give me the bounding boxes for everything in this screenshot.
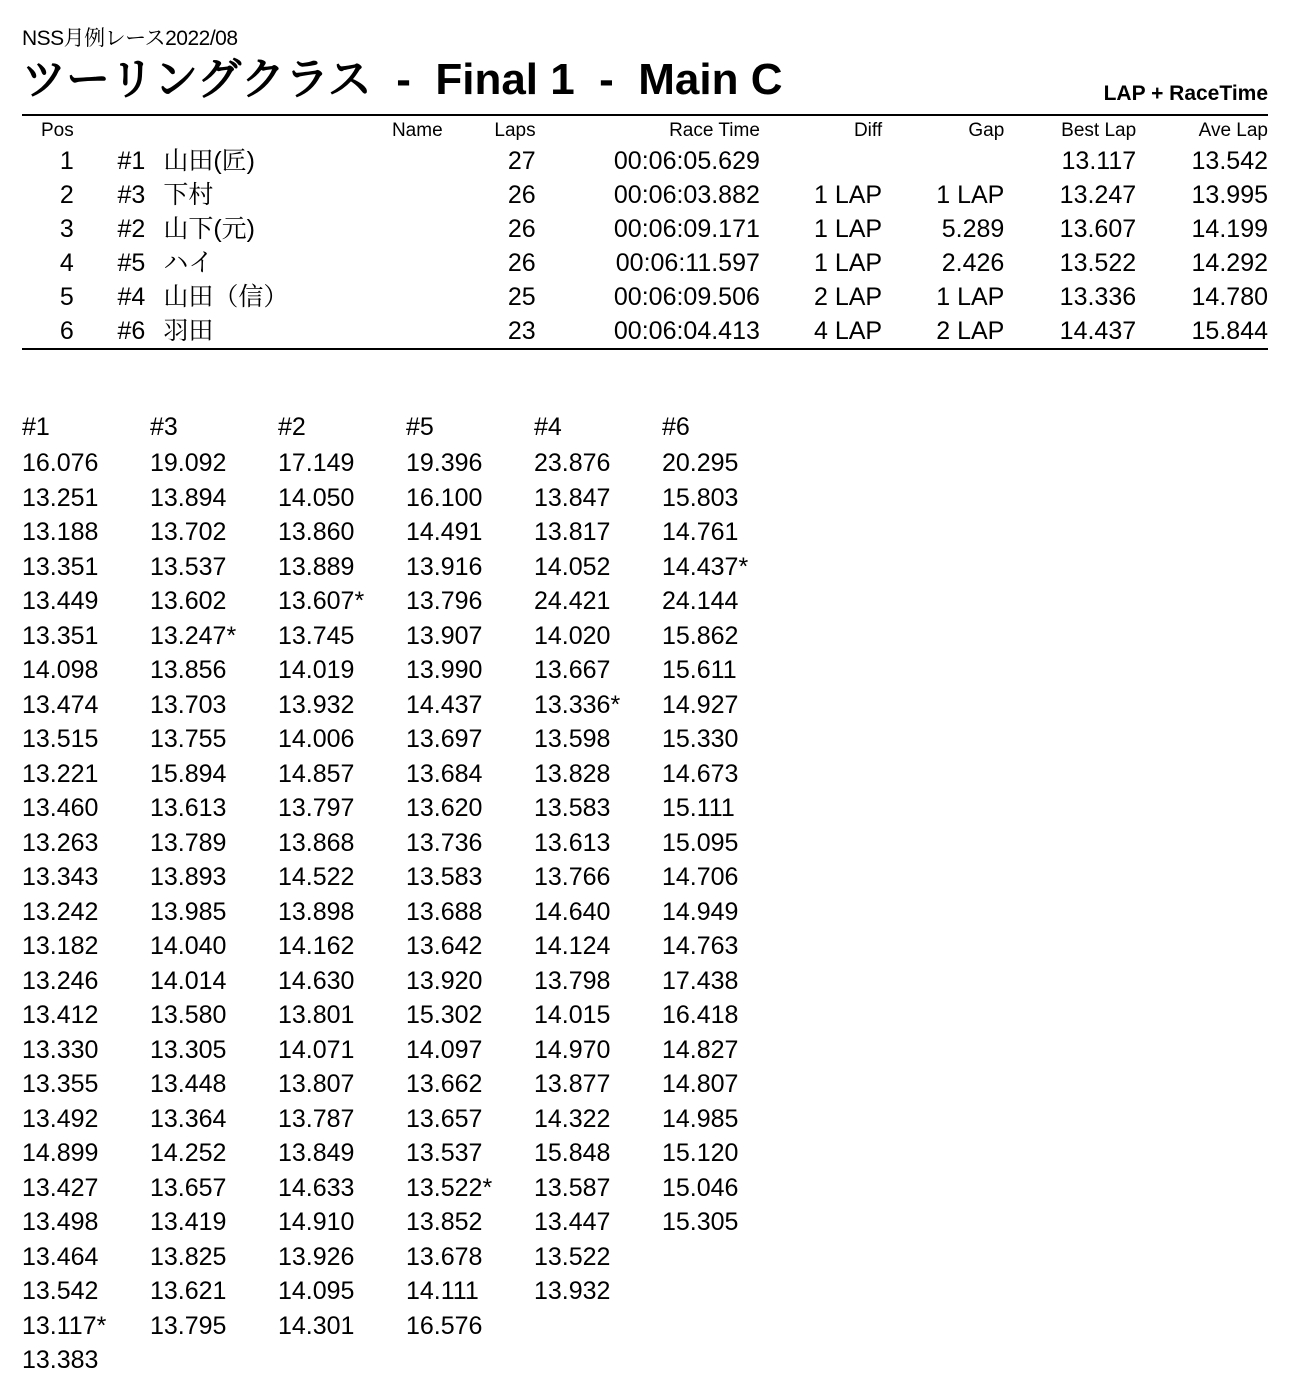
cell-pos: 2 [59,181,74,209]
lap-time: 14.097 [406,1035,483,1064]
lap-column [150,408,278,1378]
column-header-avelap: Ave Lap [1198,120,1268,141]
lap-time: 14.633 [278,1173,355,1202]
cell-pos: 1 [59,147,74,175]
lap-time: 14.522 [278,863,355,891]
cell-racetime: 00:06:09.171 [613,215,760,243]
lap-time: 15.120 [662,1139,739,1167]
lap-time: 14.098 [22,656,99,684]
lap-time: 13.860 [278,518,355,546]
lap-time: 14.071 [278,1035,355,1064]
lap-time: 15.803 [662,483,739,512]
lap-time: 13.464 [22,1242,99,1271]
table-row [22,246,1268,280]
lap-time: 13.825 [150,1242,227,1271]
lap-time: 15.111 [662,794,735,822]
lap-time: 15.095 [662,828,739,857]
lap-time: 13.343 [22,863,99,891]
column-header-car [74,116,164,144]
event-name: NSS月例レース2022/08 [22,27,238,50]
lap-time: 13.766 [534,863,611,891]
cell-name: 山田(匠) [163,147,255,175]
lap-time: 13.702 [150,518,227,546]
lap-time: 13.620 [406,794,483,822]
cell-avelap: 13.542 [1191,147,1268,175]
lap-time: 15.305 [662,1208,739,1236]
lap-time: 13.745 [278,621,355,650]
lap-time: 23.876 [534,449,611,477]
lap-time: 13.330 [22,1035,99,1064]
table-row [22,314,1268,348]
lap-time: 13.877 [534,1070,611,1098]
lap-time: 13.263 [22,828,99,857]
lap-time: 13.889 [278,552,355,581]
lap-time: 17.149 [278,449,355,477]
cell-car: #6 [117,317,146,345]
lap-time: 13.492 [22,1104,99,1133]
lap-time: 14.437 [406,690,483,719]
lap-time: 13.898 [278,897,355,926]
lap-time: 17.438 [662,966,739,995]
lap-time: 15.894 [150,759,227,788]
cell-pos: 4 [59,249,74,277]
table-row [22,280,1268,314]
lap-time: 13.926 [278,1242,355,1271]
lap-time: 14.673 [662,759,739,788]
results-body [22,144,1268,348]
cell-car: #3 [117,181,146,209]
lap-time: 13.580 [150,1001,227,1029]
lap-time: 14.252 [150,1139,227,1167]
lap-time: 13.807 [278,1070,355,1098]
lap-time: 13.798 [534,966,611,995]
lap-time: 15.046 [662,1173,739,1202]
cell-name: 羽田 [163,317,214,345]
lap-time: 14.162 [278,932,355,960]
lap-time: 13.613 [534,828,611,857]
lap-time: 13.537 [406,1139,483,1167]
lap-time: 13.621 [150,1277,227,1305]
lap-time: 14.014 [150,966,227,995]
cell-laps: 23 [507,317,536,345]
lap-time: 13.188 [22,518,99,546]
lap-time: 13.449 [22,587,99,615]
lap-time: 15.848 [534,1139,611,1167]
lap-time: 13.221 [22,759,99,788]
lap-time: 13.795 [150,1311,227,1340]
lap-time: 13.427 [22,1173,99,1202]
lap-column-header: #4 [534,413,562,441]
lap-time: 20.295 [662,449,739,477]
lap-time: 14.491 [406,518,483,546]
lap-time: 14.706 [662,863,739,891]
lap-time: 13.251 [22,483,99,512]
lap-time: 14.970 [534,1035,611,1064]
cell-bestlap: 13.117 [1061,147,1137,175]
lap-time: 13.583 [534,794,611,822]
lap-time: 13.336* [534,690,621,719]
cell-gap: 2.426 [941,249,1005,277]
lap-time: 14.111 [406,1277,479,1305]
cell-bestlap: 14.437 [1059,317,1137,345]
lap-time: 13.801 [278,1001,355,1029]
lap-time: 13.703 [150,690,227,719]
lap-time: 13.602 [150,587,227,615]
lap-time: 14.640 [534,897,611,926]
lap-time: 14.124 [534,932,611,960]
cell-laps: 26 [507,249,536,277]
cell-name: 下村 [163,181,214,209]
lap-time: 13.583 [406,863,483,891]
lap-time: 13.498 [22,1208,99,1236]
lap-time: 14.927 [662,690,739,719]
cell-car: #4 [117,283,146,311]
lap-time: 19.092 [150,449,227,477]
lap-time: 14.630 [278,966,355,995]
lap-time: 15.611 [662,656,737,684]
lap-time: 13.117* [22,1311,107,1340]
lap-time: 14.761 [662,518,739,546]
cell-name: 山田（信） [163,283,289,311]
cell-pos: 6 [59,317,74,345]
cell-avelap: 13.995 [1191,181,1268,209]
lap-time: 14.095 [278,1277,355,1305]
cell-name: ハイ [163,249,214,277]
lap-time: 13.542 [22,1277,99,1305]
lap-time: 13.460 [22,794,99,822]
lap-time: 13.787 [278,1104,355,1133]
lap-time: 16.576 [406,1311,483,1340]
lap-column-header: #5 [406,413,434,441]
lap-time: 13.351 [22,552,99,581]
cell-pos: 5 [59,283,74,311]
lap-time: 13.412 [22,1001,99,1029]
lap-time: 14.050 [278,483,355,512]
lap-time: 14.006 [278,725,355,753]
lap-time: 13.907 [406,621,483,650]
lap-time: 14.301 [278,1311,355,1340]
column-header-laps: Laps [494,120,536,141]
lap-time: 13.242 [22,897,99,926]
lap-time: 15.862 [662,621,739,650]
table-row [22,212,1268,246]
lap-time: 13.247* [150,621,237,650]
cell-car: #5 [117,249,146,277]
column-header-bestlap: Best Lap [1061,120,1137,141]
lap-column [406,408,534,1378]
cell-diff: 1 LAP [814,249,883,277]
lap-time: 13.305 [150,1035,227,1064]
lap-time: 14.322 [534,1104,611,1133]
lap-time: 13.448 [150,1070,227,1098]
lap-time: 13.736 [406,828,483,857]
lap-time: 13.990 [406,656,483,684]
lap-time: 13.515 [22,725,99,753]
lap-time: 13.657 [406,1104,483,1133]
lap-times-grid [22,408,1268,1378]
cell-car: #1 [117,147,146,175]
lap-time: 14.827 [662,1035,739,1064]
cell-racetime: 00:06:03.882 [613,181,760,209]
cell-diff [760,144,882,178]
cell-avelap: 15.844 [1191,317,1268,345]
lap-time: 13.856 [150,656,227,684]
lap-time: 13.932 [278,690,355,719]
lap-time: 13.447 [534,1208,611,1236]
cell-gap: 2 LAP [936,317,1005,345]
lap-time: 24.144 [662,587,739,615]
column-header-name: Name [391,120,443,141]
lap-time: 14.437* [662,552,749,581]
lap-time: 14.040 [150,932,227,960]
table-row [22,178,1268,212]
lap-column-header: #6 [662,413,690,441]
lap-time: 14.015 [534,1001,611,1029]
lap-column [22,408,150,1378]
cell-racetime: 00:06:09.506 [613,283,760,311]
cell-racetime: 00:06:05.629 [613,147,760,175]
cell-laps: 26 [507,215,536,243]
cell-diff: 4 LAP [814,317,883,345]
cell-gap: 1 LAP [936,283,1005,311]
cell-gap [882,144,1004,178]
lap-time: 13.916 [406,552,483,581]
lap-time: 24.421 [534,587,611,615]
lap-time: 13.755 [150,725,227,753]
lap-time: 13.796 [406,587,483,615]
column-header-gap: Gap [968,120,1005,141]
lap-time: 13.817 [534,518,611,546]
lap-time: 13.920 [406,966,483,995]
cell-avelap: 14.199 [1191,215,1268,243]
cell-laps: 25 [507,283,536,311]
cell-car: #2 [117,215,146,243]
lap-time: 13.642 [406,932,483,960]
lap-time: 13.607* [278,587,365,615]
column-header-pos: Pos [41,120,74,141]
lap-column-header: #1 [22,413,50,441]
cell-gap: 1 LAP [936,181,1005,209]
lap-time: 14.899 [22,1139,99,1167]
lap-time: 13.684 [406,759,483,788]
report-mode-label: LAP + RaceTime [1103,82,1268,105]
lap-time: 13.182 [22,932,99,960]
lap-time: 16.100 [406,483,483,512]
lap-column-header: #2 [278,413,306,441]
lap-time: 13.598 [534,725,611,753]
lap-time: 13.868 [278,828,355,857]
cell-diff: 1 LAP [814,181,883,209]
lap-time: 14.763 [662,932,739,960]
lap-column [278,408,406,1378]
lap-time: 14.020 [534,621,611,650]
lap-time: 19.396 [406,449,483,477]
cell-bestlap: 13.336 [1059,283,1137,311]
cell-diff: 2 LAP [814,283,883,311]
lap-time: 13.613 [150,794,227,822]
lap-time: 13.697 [406,725,483,753]
lap-time: 13.678 [406,1242,483,1271]
lap-time: 13.688 [406,897,483,926]
results-table [22,116,1268,348]
cell-gap: 5.289 [941,215,1005,243]
lap-time: 13.797 [278,794,355,822]
lap-time: 13.587 [534,1173,611,1202]
lap-time: 13.383 [22,1346,99,1374]
lap-time: 13.849 [278,1139,355,1167]
lap-time: 14.949 [662,897,739,926]
lap-time: 13.662 [406,1070,483,1098]
lap-time: 14.019 [278,656,355,684]
lap-time: 13.522* [406,1173,493,1202]
lap-time: 13.894 [150,483,227,512]
lap-time: 15.330 [662,725,739,753]
lap-time: 14.807 [662,1070,739,1098]
lap-column [534,408,662,1378]
lap-time: 13.419 [150,1208,227,1236]
lap-time: 13.351 [22,621,99,650]
lap-time: 14.910 [278,1208,355,1236]
column-header-racetime: Race Time [669,120,760,141]
cell-laps: 26 [507,181,536,209]
lap-time: 13.364 [150,1104,227,1133]
cell-avelap: 14.292 [1191,249,1268,277]
column-header-diff: Diff [853,120,883,141]
lap-time: 13.985 [150,897,227,926]
lap-time: 14.985 [662,1104,739,1133]
lap-time: 13.355 [22,1070,99,1098]
results-header-row [22,116,1268,144]
cell-avelap: 14.780 [1191,283,1268,311]
lap-time: 13.657 [150,1173,227,1202]
lap-time: 13.932 [534,1277,611,1305]
page-header [22,0,1268,108]
lap-time: 16.076 [22,449,99,477]
lap-time: 13.828 [534,759,611,788]
lap-time: 16.418 [662,1001,739,1029]
lap-time: 13.847 [534,483,611,512]
cell-name: 山下(元) [163,215,255,243]
page-title: ツーリングクラス - Final 1 - Main C [22,55,783,104]
lap-time: 13.246 [22,966,99,995]
cell-laps: 27 [507,147,536,175]
lap-time: 13.474 [22,690,99,719]
cell-racetime: 00:06:04.413 [613,317,760,345]
table-row [22,144,1268,178]
results-bottom-rule [22,348,1268,350]
lap-column-header: #3 [150,413,178,441]
lap-time: 14.052 [534,552,611,581]
lap-time: 13.522 [534,1242,611,1271]
lap-time: 13.893 [150,863,227,891]
lap-times-section [22,408,1268,1378]
lap-time: 14.857 [278,759,355,788]
cell-racetime: 00:06:11.597 [615,249,760,277]
lap-time: 13.667 [534,656,611,684]
cell-diff: 1 LAP [814,215,883,243]
cell-bestlap: 13.607 [1059,215,1137,243]
cell-bestlap: 13.247 [1059,181,1137,209]
lap-time: 13.852 [406,1208,483,1236]
cell-pos: 3 [59,215,74,243]
lap-time: 13.537 [150,552,227,581]
lap-time: 13.789 [150,828,227,857]
lap-column [662,408,790,1378]
cell-bestlap: 13.522 [1059,249,1137,277]
lap-time: 15.302 [406,1001,483,1029]
